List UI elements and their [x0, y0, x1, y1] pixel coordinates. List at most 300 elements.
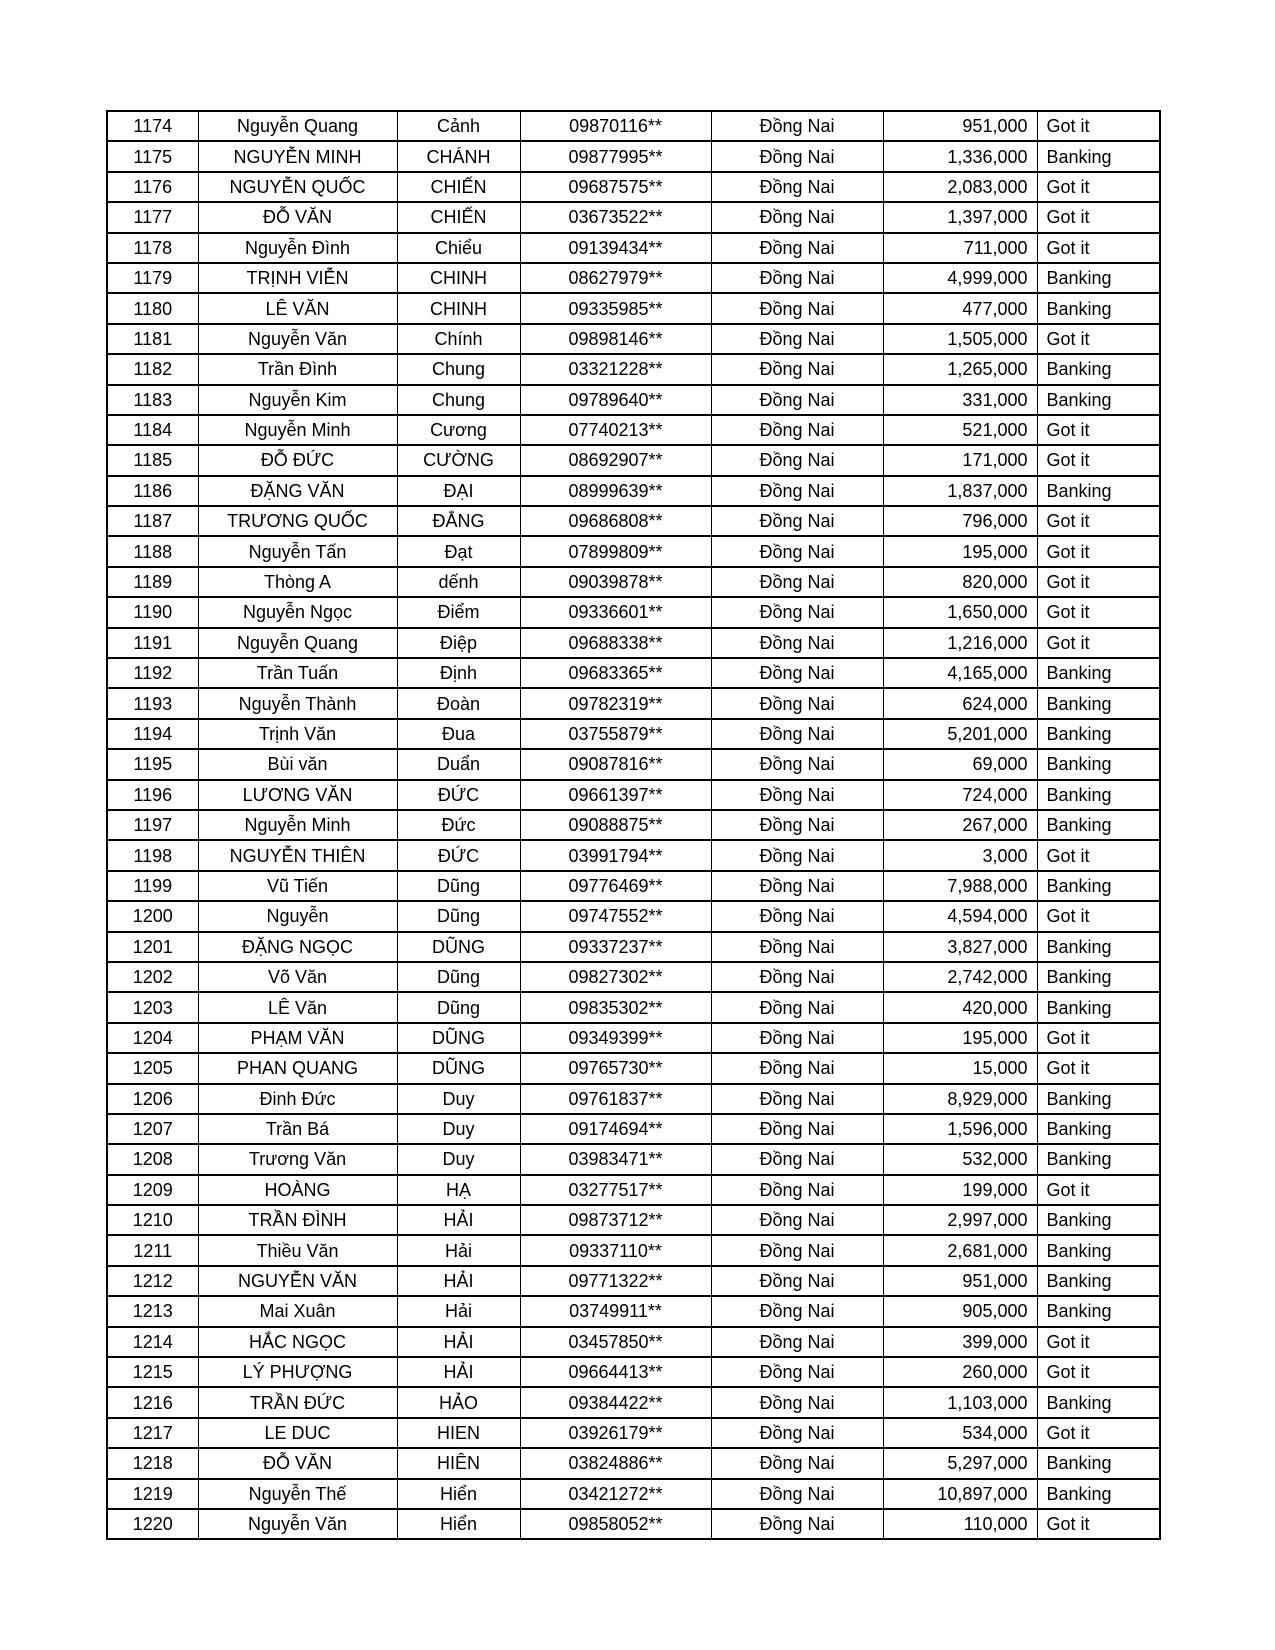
cell-phone-masked: 09687575**: [520, 172, 711, 202]
cell-row-number: 1179: [107, 263, 198, 293]
cell-status: Got it: [1037, 1023, 1160, 1053]
cell-row-number: 1191: [107, 628, 198, 658]
cell-first-name: Võ Văn: [198, 962, 397, 992]
cell-row-number: 1198: [107, 840, 198, 870]
cell-last-name: Chính: [397, 324, 520, 354]
cell-phone-masked: 09761837**: [520, 1084, 711, 1114]
cell-phone-masked: 09686808**: [520, 506, 711, 536]
table-row: [107, 354, 1160, 384]
cell-row-number: 1186: [107, 476, 198, 506]
cell-status: Banking: [1037, 263, 1160, 293]
table-row: [107, 1053, 1160, 1083]
cell-row-number: 1199: [107, 871, 198, 901]
cell-province: Đồng Nai: [711, 536, 883, 566]
cell-status: Banking: [1037, 962, 1160, 992]
table-row: [107, 1357, 1160, 1387]
cell-last-name: Cảnh: [397, 111, 520, 141]
cell-last-name: ĐỨC: [397, 780, 520, 810]
cell-phone-masked: 09747552**: [520, 901, 711, 931]
cell-first-name: ĐỖ VĂN: [198, 202, 397, 232]
cell-province: Đồng Nai: [711, 871, 883, 901]
cell-amount: 3,827,000: [883, 932, 1037, 962]
cell-first-name: Nguyễn Thế: [198, 1479, 397, 1509]
cell-first-name: HẮC NGỌC: [198, 1327, 397, 1357]
cell-last-name: HẢI: [397, 1327, 520, 1357]
cell-phone-masked: 09771322**: [520, 1266, 711, 1296]
cell-phone-masked: 03457850**: [520, 1327, 711, 1357]
cell-phone-masked: 09858052**: [520, 1509, 711, 1539]
cell-status: Banking: [1037, 1084, 1160, 1114]
cell-first-name: LE DUC: [198, 1418, 397, 1448]
cell-row-number: 1212: [107, 1266, 198, 1296]
cell-status: Banking: [1037, 1266, 1160, 1296]
cell-amount: 10,897,000: [883, 1479, 1037, 1509]
cell-amount: 624,000: [883, 688, 1037, 718]
cell-last-name: ĐỨC: [397, 840, 520, 870]
cell-phone-masked: 08692907**: [520, 445, 711, 475]
cell-amount: 2,083,000: [883, 172, 1037, 202]
table-row: [107, 1479, 1160, 1509]
table-row: [107, 688, 1160, 718]
table-row: [107, 1114, 1160, 1144]
cell-status: Banking: [1037, 476, 1160, 506]
cell-row-number: 1175: [107, 141, 198, 171]
cell-status: Got it: [1037, 1053, 1160, 1083]
cell-row-number: 1185: [107, 445, 198, 475]
cell-phone-masked: 03277517**: [520, 1175, 711, 1205]
cell-first-name: LÊ VĂN: [198, 293, 397, 323]
cell-first-name: Nguyễn Minh: [198, 810, 397, 840]
table-row: [107, 597, 1160, 627]
cell-amount: 110,000: [883, 1509, 1037, 1539]
cell-province: Đồng Nai: [711, 1357, 883, 1387]
cell-row-number: 1178: [107, 233, 198, 263]
cell-status: Banking: [1037, 688, 1160, 718]
cell-first-name: Thiều Văn: [198, 1235, 397, 1265]
cell-status: Banking: [1037, 1479, 1160, 1509]
cell-last-name: dếnh: [397, 567, 520, 597]
cell-status: Got it: [1037, 1357, 1160, 1387]
cell-phone-masked: 08627979**: [520, 263, 711, 293]
cell-row-number: 1174: [107, 111, 198, 141]
table-row: [107, 202, 1160, 232]
cell-province: Đồng Nai: [711, 1266, 883, 1296]
cell-province: Đồng Nai: [711, 1448, 883, 1478]
cell-province: Đồng Nai: [711, 202, 883, 232]
cell-first-name: Trịnh Văn: [198, 719, 397, 749]
cell-phone-masked: 09336601**: [520, 597, 711, 627]
cell-status: Got it: [1037, 233, 1160, 263]
cell-province: Đồng Nai: [711, 1509, 883, 1539]
cell-status: Got it: [1037, 901, 1160, 931]
cell-first-name: LÊ Văn: [198, 992, 397, 1022]
cell-status: Got it: [1037, 567, 1160, 597]
cell-phone-masked: 09139434**: [520, 233, 711, 263]
cell-phone-masked: 09087816**: [520, 749, 711, 779]
cell-province: Đồng Nai: [711, 962, 883, 992]
cell-phone-masked: 09039878**: [520, 567, 711, 597]
cell-phone-masked: 03824886**: [520, 1448, 711, 1478]
cell-first-name: NGUYỄN QUỐC: [198, 172, 397, 202]
cell-last-name: HẢO: [397, 1387, 520, 1417]
cell-amount: 1,397,000: [883, 202, 1037, 232]
cell-amount: 1,837,000: [883, 476, 1037, 506]
table-row: [107, 901, 1160, 931]
cell-status: Got it: [1037, 1175, 1160, 1205]
table-row: [107, 536, 1160, 566]
cell-phone-masked: 09827302**: [520, 962, 711, 992]
cell-phone-masked: 03421272**: [520, 1479, 711, 1509]
cell-first-name: Bùi văn: [198, 749, 397, 779]
cell-province: Đồng Nai: [711, 476, 883, 506]
cell-status: Got it: [1037, 597, 1160, 627]
cell-row-number: 1216: [107, 1387, 198, 1417]
cell-first-name: HOÀNG: [198, 1175, 397, 1205]
recipients-table: [106, 110, 1161, 1540]
cell-status: Banking: [1037, 1448, 1160, 1478]
cell-province: Đồng Nai: [711, 141, 883, 171]
cell-row-number: 1182: [107, 354, 198, 384]
cell-phone-masked: 09898146**: [520, 324, 711, 354]
cell-province: Đồng Nai: [711, 415, 883, 445]
cell-row-number: 1187: [107, 506, 198, 536]
cell-last-name: Hiển: [397, 1479, 520, 1509]
table-row: [107, 1509, 1160, 1539]
cell-status: Banking: [1037, 293, 1160, 323]
table-row: [107, 567, 1160, 597]
table-row: [107, 1448, 1160, 1478]
table-row: [107, 1084, 1160, 1114]
cell-phone-masked: 09873712**: [520, 1205, 711, 1235]
cell-last-name: DŨNG: [397, 1053, 520, 1083]
cell-first-name: Vũ Tiến: [198, 871, 397, 901]
table-row: [107, 506, 1160, 536]
cell-first-name: TRẦN ĐỨC: [198, 1387, 397, 1417]
cell-amount: 195,000: [883, 536, 1037, 566]
table-row: [107, 1387, 1160, 1417]
cell-status: Got it: [1037, 445, 1160, 475]
cell-last-name: ĐẲNG: [397, 506, 520, 536]
recipients-table-body: [107, 111, 1160, 1539]
cell-amount: 477,000: [883, 293, 1037, 323]
cell-amount: 2,681,000: [883, 1235, 1037, 1265]
cell-row-number: 1183: [107, 385, 198, 415]
table-row: [107, 263, 1160, 293]
cell-first-name: NGUYỄN VĂN: [198, 1266, 397, 1296]
cell-last-name: Duy: [397, 1144, 520, 1174]
table-row: [107, 749, 1160, 779]
cell-phone-masked: 07899809**: [520, 536, 711, 566]
table-row: [107, 840, 1160, 870]
table-row: [107, 1327, 1160, 1357]
cell-phone-masked: 07740213**: [520, 415, 711, 445]
cell-status: Banking: [1037, 658, 1160, 688]
cell-status: Got it: [1037, 172, 1160, 202]
cell-last-name: Dũng: [397, 901, 520, 931]
cell-status: Got it: [1037, 202, 1160, 232]
table-row: [107, 932, 1160, 962]
cell-phone-masked: 09664413**: [520, 1357, 711, 1387]
cell-status: Got it: [1037, 1327, 1160, 1357]
cell-first-name: Nguyễn: [198, 901, 397, 931]
cell-phone-masked: 09683365**: [520, 658, 711, 688]
cell-last-name: Đoàn: [397, 688, 520, 718]
cell-phone-masked: 09877995**: [520, 141, 711, 171]
cell-first-name: ĐẶNG NGỌC: [198, 932, 397, 962]
cell-province: Đồng Nai: [711, 567, 883, 597]
cell-row-number: 1204: [107, 1023, 198, 1053]
cell-status: Banking: [1037, 871, 1160, 901]
cell-row-number: 1214: [107, 1327, 198, 1357]
cell-province: Đồng Nai: [711, 749, 883, 779]
cell-status: Got it: [1037, 324, 1160, 354]
cell-status: Banking: [1037, 1144, 1160, 1174]
table-row: [107, 719, 1160, 749]
cell-last-name: Chung: [397, 354, 520, 384]
cell-amount: 4,165,000: [883, 658, 1037, 688]
cell-row-number: 1205: [107, 1053, 198, 1083]
cell-phone-masked: 09765730**: [520, 1053, 711, 1083]
cell-row-number: 1211: [107, 1235, 198, 1265]
cell-first-name: Trần Đình: [198, 354, 397, 384]
cell-row-number: 1213: [107, 1296, 198, 1326]
cell-amount: 521,000: [883, 415, 1037, 445]
table-row: [107, 324, 1160, 354]
cell-amount: 69,000: [883, 749, 1037, 779]
cell-province: Đồng Nai: [711, 658, 883, 688]
cell-first-name: PHAN QUANG: [198, 1053, 397, 1083]
cell-last-name: HẢI: [397, 1266, 520, 1296]
cell-row-number: 1217: [107, 1418, 198, 1448]
cell-phone-masked: 09688338**: [520, 628, 711, 658]
cell-phone-masked: 08999639**: [520, 476, 711, 506]
cell-province: Đồng Nai: [711, 628, 883, 658]
cell-last-name: CHÁNH: [397, 141, 520, 171]
cell-amount: 711,000: [883, 233, 1037, 263]
cell-province: Đồng Nai: [711, 719, 883, 749]
cell-last-name: DŨNG: [397, 932, 520, 962]
cell-row-number: 1206: [107, 1084, 198, 1114]
cell-amount: 951,000: [883, 111, 1037, 141]
cell-amount: 7,988,000: [883, 871, 1037, 901]
cell-province: Đồng Nai: [711, 1327, 883, 1357]
cell-first-name: Nguyễn Quang: [198, 111, 397, 141]
cell-amount: 1,650,000: [883, 597, 1037, 627]
cell-row-number: 1207: [107, 1114, 198, 1144]
cell-amount: 532,000: [883, 1144, 1037, 1174]
cell-province: Đồng Nai: [711, 901, 883, 931]
cell-amount: 796,000: [883, 506, 1037, 536]
cell-first-name: ĐỖ ĐỨC: [198, 445, 397, 475]
cell-province: Đồng Nai: [711, 780, 883, 810]
table-row: [107, 445, 1160, 475]
cell-phone-masked: 09337110**: [520, 1235, 711, 1265]
cell-first-name: Nguyễn Minh: [198, 415, 397, 445]
cell-amount: 8,929,000: [883, 1084, 1037, 1114]
table-row: [107, 1235, 1160, 1265]
cell-status: Banking: [1037, 810, 1160, 840]
cell-first-name: Nguyễn Đình: [198, 233, 397, 263]
cell-province: Đồng Nai: [711, 597, 883, 627]
cell-status: Banking: [1037, 1205, 1160, 1235]
table-row: [107, 293, 1160, 323]
cell-phone-masked: 03755879**: [520, 719, 711, 749]
table-row: [107, 1023, 1160, 1053]
cell-first-name: ĐỖ VĂN: [198, 1448, 397, 1478]
cell-amount: 199,000: [883, 1175, 1037, 1205]
cell-province: Đồng Nai: [711, 810, 883, 840]
cell-first-name: Đinh Đức: [198, 1084, 397, 1114]
cell-amount: 4,999,000: [883, 263, 1037, 293]
cell-last-name: Đức: [397, 810, 520, 840]
cell-last-name: HIEN: [397, 1418, 520, 1448]
cell-last-name: HẢI: [397, 1357, 520, 1387]
cell-phone-masked: 03983471**: [520, 1144, 711, 1174]
cell-row-number: 1215: [107, 1357, 198, 1387]
table-row: [107, 415, 1160, 445]
cell-phone-masked: 09384422**: [520, 1387, 711, 1417]
cell-province: Đồng Nai: [711, 1387, 883, 1417]
cell-last-name: CƯỜNG: [397, 445, 520, 475]
table-row: [107, 780, 1160, 810]
cell-province: Đồng Nai: [711, 506, 883, 536]
cell-province: Đồng Nai: [711, 293, 883, 323]
table-row: [107, 992, 1160, 1022]
table-row: [107, 628, 1160, 658]
cell-row-number: 1201: [107, 932, 198, 962]
cell-amount: 1,103,000: [883, 1387, 1037, 1417]
cell-first-name: LƯƠNG VĂN: [198, 780, 397, 810]
cell-amount: 951,000: [883, 1266, 1037, 1296]
cell-last-name: HẠ: [397, 1175, 520, 1205]
cell-amount: 267,000: [883, 810, 1037, 840]
cell-phone-masked: 09776469**: [520, 871, 711, 901]
cell-amount: 15,000: [883, 1053, 1037, 1083]
cell-province: Đồng Nai: [711, 1235, 883, 1265]
cell-last-name: CHINH: [397, 293, 520, 323]
cell-last-name: Đạt: [397, 536, 520, 566]
cell-first-name: PHẠM VĂN: [198, 1023, 397, 1053]
cell-amount: 3,000: [883, 840, 1037, 870]
cell-last-name: Dũng: [397, 871, 520, 901]
cell-status: Banking: [1037, 1387, 1160, 1417]
cell-first-name: LÝ PHƯỢNG: [198, 1357, 397, 1387]
cell-province: Đồng Nai: [711, 1053, 883, 1083]
cell-first-name: Trần Bá: [198, 1114, 397, 1144]
table-row: [107, 141, 1160, 171]
cell-phone-masked: 03991794**: [520, 840, 711, 870]
cell-first-name: Trương Văn: [198, 1144, 397, 1174]
cell-province: Đồng Nai: [711, 354, 883, 384]
cell-phone-masked: 09337237**: [520, 932, 711, 962]
cell-status: Banking: [1037, 141, 1160, 171]
cell-amount: 4,594,000: [883, 901, 1037, 931]
cell-last-name: CHIẾN: [397, 172, 520, 202]
cell-last-name: Duy: [397, 1114, 520, 1144]
cell-amount: 195,000: [883, 1023, 1037, 1053]
cell-status: Got it: [1037, 628, 1160, 658]
cell-status: Banking: [1037, 1296, 1160, 1326]
cell-province: Đồng Nai: [711, 840, 883, 870]
cell-first-name: ĐẶNG VĂN: [198, 476, 397, 506]
cell-province: Đồng Nai: [711, 1175, 883, 1205]
table-row: [107, 810, 1160, 840]
cell-row-number: 1218: [107, 1448, 198, 1478]
cell-last-name: Chung: [397, 385, 520, 415]
cell-province: Đồng Nai: [711, 324, 883, 354]
cell-status: Banking: [1037, 932, 1160, 962]
cell-province: Đồng Nai: [711, 233, 883, 263]
cell-row-number: 1180: [107, 293, 198, 323]
cell-row-number: 1181: [107, 324, 198, 354]
cell-row-number: 1177: [107, 202, 198, 232]
cell-last-name: Cương: [397, 415, 520, 445]
cell-row-number: 1197: [107, 810, 198, 840]
cell-phone-masked: 09335985**: [520, 293, 711, 323]
cell-first-name: Nguyễn Văn: [198, 324, 397, 354]
cell-row-number: 1220: [107, 1509, 198, 1539]
cell-last-name: Duy: [397, 1084, 520, 1114]
cell-first-name: Thòng A: [198, 567, 397, 597]
cell-status: Got it: [1037, 111, 1160, 141]
cell-province: Đồng Nai: [711, 263, 883, 293]
cell-row-number: 1196: [107, 780, 198, 810]
cell-last-name: HIÊN: [397, 1448, 520, 1478]
cell-first-name: TRƯƠNG QUỐC: [198, 506, 397, 536]
cell-last-name: Định: [397, 658, 520, 688]
cell-first-name: NGUYỄN MINH: [198, 141, 397, 171]
cell-phone-masked: 09088875**: [520, 810, 711, 840]
cell-row-number: 1219: [107, 1479, 198, 1509]
cell-row-number: 1192: [107, 658, 198, 688]
cell-first-name: Nguyễn Văn: [198, 1509, 397, 1539]
cell-status: Banking: [1037, 749, 1160, 779]
cell-amount: 5,201,000: [883, 719, 1037, 749]
cell-first-name: Nguyễn Quang: [198, 628, 397, 658]
cell-row-number: 1184: [107, 415, 198, 445]
cell-province: Đồng Nai: [711, 445, 883, 475]
table-row: [107, 871, 1160, 901]
cell-province: Đồng Nai: [711, 1296, 883, 1326]
cell-amount: 331,000: [883, 385, 1037, 415]
cell-province: Đồng Nai: [711, 688, 883, 718]
cell-first-name: TRẦN ĐÌNH: [198, 1205, 397, 1235]
table-row: [107, 1144, 1160, 1174]
cell-row-number: 1203: [107, 992, 198, 1022]
cell-last-name: Hải: [397, 1235, 520, 1265]
cell-province: Đồng Nai: [711, 1114, 883, 1144]
table-row: [107, 1175, 1160, 1205]
cell-province: Đồng Nai: [711, 1144, 883, 1174]
cell-first-name: Nguyễn Tấn: [198, 536, 397, 566]
table-row: [107, 658, 1160, 688]
table-row: [107, 111, 1160, 141]
cell-status: Banking: [1037, 719, 1160, 749]
cell-last-name: Duẩn: [397, 749, 520, 779]
cell-status: Got it: [1037, 536, 1160, 566]
cell-amount: 2,997,000: [883, 1205, 1037, 1235]
cell-last-name: Đua: [397, 719, 520, 749]
cell-amount: 420,000: [883, 992, 1037, 1022]
cell-row-number: 1208: [107, 1144, 198, 1174]
cell-last-name: Điệp: [397, 628, 520, 658]
table-row: [107, 1205, 1160, 1235]
cell-amount: 1,216,000: [883, 628, 1037, 658]
cell-first-name: Nguyễn Ngọc: [198, 597, 397, 627]
table-row: [107, 962, 1160, 992]
cell-province: Đồng Nai: [711, 1084, 883, 1114]
cell-row-number: 1188: [107, 536, 198, 566]
